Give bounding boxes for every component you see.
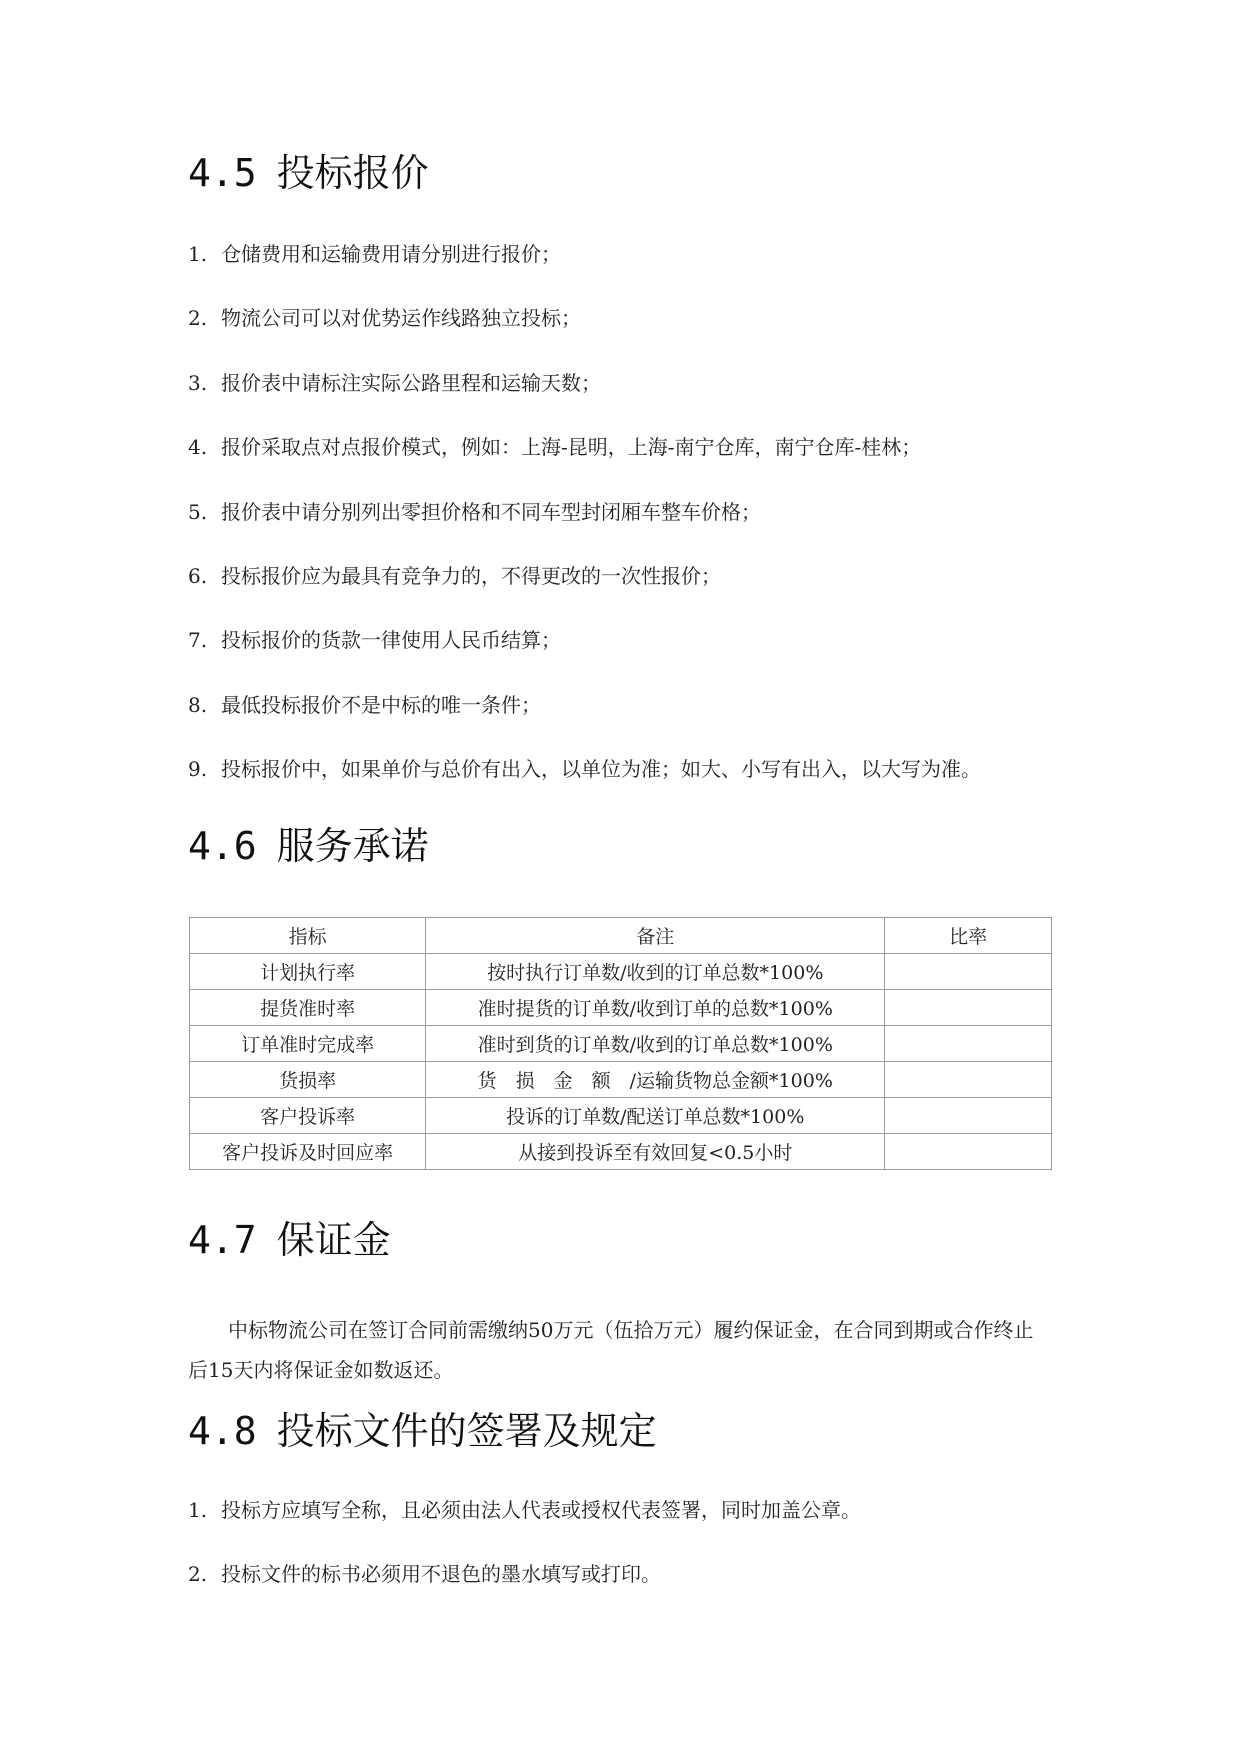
list-item xyxy=(188,759,981,779)
table-cell: 提货准时率 xyxy=(190,990,426,1026)
list-text: 投标方应填写全称，且必须由法人代表或授权代表签署，同时加盖公章。 xyxy=(221,1498,861,1522)
list-item xyxy=(188,502,761,522)
table-row xyxy=(190,990,1052,1026)
section-title: 投标文件的签署及规定 xyxy=(276,1409,657,1453)
list-item xyxy=(188,1564,661,1584)
service-commitment-table xyxy=(189,917,1052,1170)
table-cell xyxy=(885,1134,1052,1170)
list-item xyxy=(188,437,921,457)
section-heading-4-6 xyxy=(188,824,429,868)
list-text: 物流公司可以对优势运作线路独立投标； xyxy=(221,306,581,330)
list-text: 投标报价应为最具有竞争力的，不得更改的一次性报价； xyxy=(221,564,721,588)
table-row xyxy=(190,1134,1052,1170)
list-text: 投标报价中，如果单价与总价有出入，以单位为准；如大、小写有出入，以大写为准。 xyxy=(221,757,981,781)
section-heading-4-8 xyxy=(188,1409,657,1453)
table-cell xyxy=(885,954,1052,990)
list-item xyxy=(188,566,721,586)
table-cell xyxy=(885,1062,1052,1098)
section-number: 4.5 xyxy=(188,151,257,195)
list-index: 2. xyxy=(188,1562,208,1586)
list-item xyxy=(188,244,561,264)
table-cell: 订单准时完成率 xyxy=(190,1026,426,1062)
list-index: 5. xyxy=(188,500,208,524)
section-title: 投标报价 xyxy=(276,151,429,195)
section-heading-4-5 xyxy=(188,151,429,195)
table-header-cell: 指标 xyxy=(190,918,426,954)
table-header-cell: 备注 xyxy=(426,918,885,954)
list-item xyxy=(188,1500,861,1520)
list-item xyxy=(188,630,561,650)
table-cell: 客户投诉及时回应率 xyxy=(190,1134,426,1170)
list-item xyxy=(188,373,601,393)
table-cell: 计划执行率 xyxy=(190,954,426,990)
table-cell: 从接到投诉至有效回复<0.5小时 xyxy=(426,1134,885,1170)
table-header-cell: 比率 xyxy=(885,918,1052,954)
list-item xyxy=(188,695,541,715)
section-number: 4.7 xyxy=(188,1218,257,1262)
list-text: 仓储费用和运输费用请分别进行报价； xyxy=(221,242,561,266)
list-index: 6. xyxy=(188,564,208,588)
section-number: 4.6 xyxy=(188,824,257,868)
list-index: 1. xyxy=(188,1498,208,1522)
table-cell xyxy=(885,990,1052,1026)
list-text: 报价表中请分别列出零担价格和不同车型封闭厢车整车价格； xyxy=(221,500,761,524)
table-cell: 准时提货的订单数/收到订单的总数*100% xyxy=(426,990,885,1026)
list-index: 4. xyxy=(188,435,208,459)
table-row xyxy=(190,1062,1052,1098)
table-cell: 准时到货的订单数/收到的订单总数*100% xyxy=(426,1026,885,1062)
list-item xyxy=(188,308,581,328)
table-row xyxy=(190,1026,1052,1062)
table-cell: 投诉的订单数/配送订单总数*100% xyxy=(426,1098,885,1134)
list-text: 最低投标报价不是中标的唯一条件； xyxy=(221,693,541,717)
deposit-paragraph: 中标物流公司在签订合同前需缴纳50万元（伍拾万元）履约保证金，在合同到期或合作终止后15天内将保证金如数返还。 xyxy=(188,1318,1034,1382)
section-title: 服务承诺 xyxy=(276,824,429,868)
list-text: 投标文件的标书必须用不退色的墨水填写或打印。 xyxy=(221,1562,661,1586)
list-index: 3. xyxy=(188,371,208,395)
list-text: 报价表中请标注实际公路里程和运输天数； xyxy=(221,371,601,395)
table-cell: 货 损 金 额 /运输货物总金额*100% xyxy=(426,1062,885,1098)
table-cell: 按时执行订单数/收到的订单总数*100% xyxy=(426,954,885,990)
table-cell xyxy=(885,1098,1052,1134)
table-row xyxy=(190,954,1052,990)
list-index: 7. xyxy=(188,628,208,652)
table-cell: 货损率 xyxy=(190,1062,426,1098)
list-index: 8. xyxy=(188,693,208,717)
section-number: 4.8 xyxy=(188,1409,257,1453)
table-header-row xyxy=(190,918,1052,954)
list-index: 9. xyxy=(188,757,208,781)
list-index: 2. xyxy=(188,306,208,330)
table-cell xyxy=(885,1026,1052,1062)
list-index: 1. xyxy=(188,242,208,266)
section-title: 保证金 xyxy=(276,1218,391,1262)
table-cell: 客户投诉率 xyxy=(190,1098,426,1134)
table-row xyxy=(190,1098,1052,1134)
list-text: 投标报价的货款一律使用人民币结算； xyxy=(221,628,561,652)
list-text: 报价采取点对点报价模式，例如：上海-昆明，上海-南宁仓库，南宁仓库-桂林； xyxy=(221,435,922,459)
section-heading-4-7 xyxy=(188,1218,391,1262)
